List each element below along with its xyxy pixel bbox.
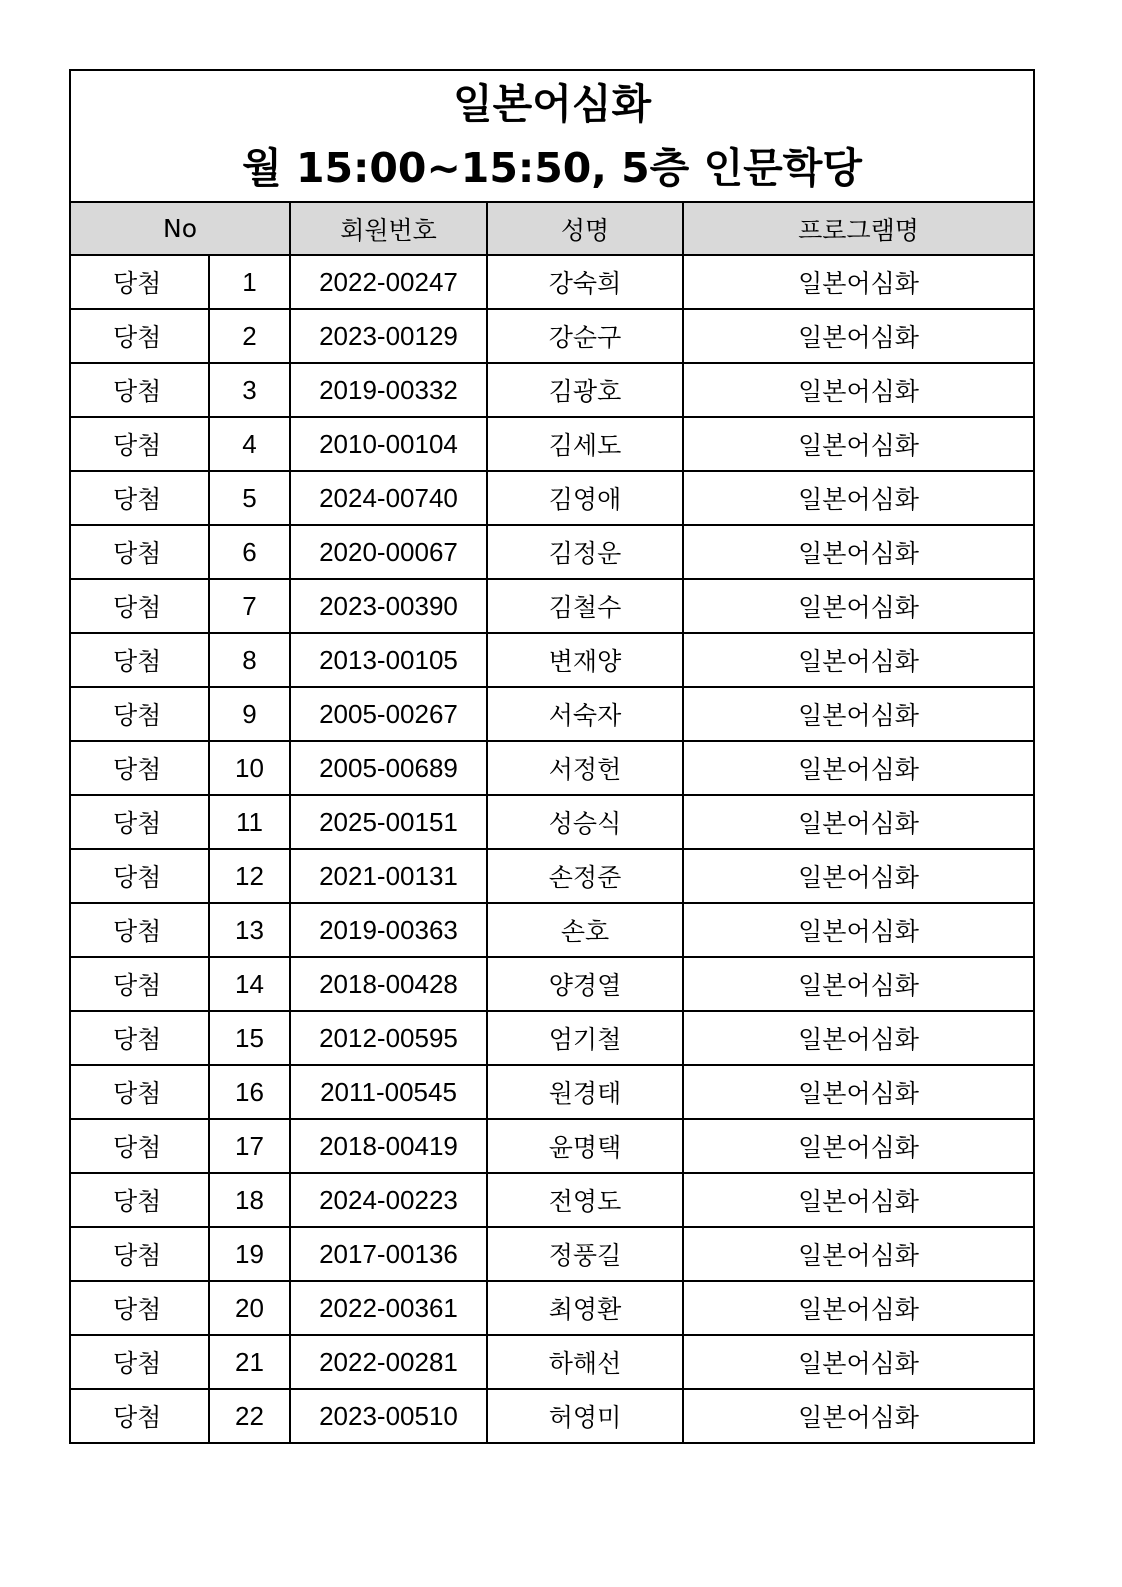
program-cell: 일본어심화	[683, 903, 1034, 957]
program-cell: 일본어심화	[683, 633, 1034, 687]
result-cell: 당첨	[70, 255, 209, 309]
table-row	[70, 363, 1034, 417]
table-row	[70, 687, 1034, 741]
program-cell: 일본어심화	[683, 471, 1034, 525]
name-cell: 김광호	[487, 363, 683, 417]
result-cell: 당첨	[70, 309, 209, 363]
table-row	[70, 633, 1034, 687]
no-cell: 14	[209, 957, 290, 1011]
program-cell: 일본어심화	[683, 1227, 1034, 1281]
member-id-cell: 2017-00136	[290, 1227, 487, 1281]
name-cell: 하해선	[487, 1335, 683, 1389]
lottery-result-table	[69, 69, 1035, 1444]
result-cell: 당첨	[70, 633, 209, 687]
program-cell: 일본어심화	[683, 1281, 1034, 1335]
name-cell: 김영애	[487, 471, 683, 525]
no-cell: 16	[209, 1065, 290, 1119]
table-row	[70, 525, 1034, 579]
program-cell: 일본어심화	[683, 363, 1034, 417]
member-id-cell: 2013-00105	[290, 633, 487, 687]
program-cell: 일본어심화	[683, 579, 1034, 633]
member-id-cell: 2019-00363	[290, 903, 487, 957]
program-cell: 일본어심화	[683, 525, 1034, 579]
table-row	[70, 903, 1034, 957]
program-title: 일본어심화	[453, 80, 652, 128]
result-cell: 당첨	[70, 1119, 209, 1173]
no-cell: 1	[209, 255, 290, 309]
table-row	[70, 741, 1034, 795]
no-cell: 3	[209, 363, 290, 417]
program-cell: 일본어심화	[683, 957, 1034, 1011]
program-cell: 일본어심화	[683, 1119, 1034, 1173]
table-row	[70, 1011, 1034, 1065]
program-cell: 일본어심화	[683, 687, 1034, 741]
no-cell: 22	[209, 1389, 290, 1443]
no-cell: 10	[209, 741, 290, 795]
program-cell: 일본어심화	[683, 309, 1034, 363]
name-cell: 정풍길	[487, 1227, 683, 1281]
table-row	[70, 849, 1034, 903]
table-row	[70, 417, 1034, 471]
member-id-cell: 2025-00151	[290, 795, 487, 849]
member-id-cell: 2022-00361	[290, 1281, 487, 1335]
result-cell: 당첨	[70, 525, 209, 579]
name-cell: 양경열	[487, 957, 683, 1011]
program-cell: 일본어심화	[683, 849, 1034, 903]
member-id-cell: 2022-00247	[290, 255, 487, 309]
column-header-no: No	[70, 202, 290, 255]
table-body	[70, 255, 1034, 1443]
result-cell: 당첨	[70, 1281, 209, 1335]
no-cell: 6	[209, 525, 290, 579]
member-id-cell: 2022-00281	[290, 1335, 487, 1389]
no-cell: 2	[209, 309, 290, 363]
result-cell: 당첨	[70, 795, 209, 849]
table-row	[70, 1281, 1034, 1335]
name-cell: 서정헌	[487, 741, 683, 795]
column-header-program: 프로그램명	[683, 202, 1034, 255]
table-row	[70, 471, 1034, 525]
member-id-cell: 2012-00595	[290, 1011, 487, 1065]
result-cell: 당첨	[70, 363, 209, 417]
title-cell	[70, 70, 1034, 202]
name-cell: 최영환	[487, 1281, 683, 1335]
no-cell: 12	[209, 849, 290, 903]
member-id-cell: 2005-00689	[290, 741, 487, 795]
table-row	[70, 1065, 1034, 1119]
table-row	[70, 1389, 1034, 1443]
result-cell: 당첨	[70, 1227, 209, 1281]
no-cell: 11	[209, 795, 290, 849]
program-cell: 일본어심화	[683, 255, 1034, 309]
result-cell: 당첨	[70, 903, 209, 957]
member-id-cell: 2021-00131	[290, 849, 487, 903]
table-row	[70, 957, 1034, 1011]
name-cell: 성승식	[487, 795, 683, 849]
name-cell: 엄기철	[487, 1011, 683, 1065]
no-cell: 9	[209, 687, 290, 741]
result-cell: 당첨	[70, 1335, 209, 1389]
no-cell: 4	[209, 417, 290, 471]
schedule-title: 월 15:00~15:50, 5층 인문학당	[242, 144, 862, 192]
title-row	[70, 70, 1034, 202]
table-row	[70, 579, 1034, 633]
result-cell: 당첨	[70, 1173, 209, 1227]
table-row	[70, 1335, 1034, 1389]
result-cell: 당첨	[70, 1011, 209, 1065]
no-cell: 19	[209, 1227, 290, 1281]
program-cell: 일본어심화	[683, 795, 1034, 849]
no-cell: 17	[209, 1119, 290, 1173]
result-cell: 당첨	[70, 417, 209, 471]
no-cell: 5	[209, 471, 290, 525]
no-cell: 18	[209, 1173, 290, 1227]
column-header-member-id: 회원번호	[290, 202, 487, 255]
member-id-cell: 2023-00510	[290, 1389, 487, 1443]
member-id-cell: 2023-00129	[290, 309, 487, 363]
program-cell: 일본어심화	[683, 1389, 1034, 1443]
name-cell: 원경태	[487, 1065, 683, 1119]
member-id-cell: 2023-00390	[290, 579, 487, 633]
no-cell: 15	[209, 1011, 290, 1065]
member-id-cell: 2010-00104	[290, 417, 487, 471]
column-header-name: 성명	[487, 202, 683, 255]
program-cell: 일본어심화	[683, 1065, 1034, 1119]
name-cell: 손정준	[487, 849, 683, 903]
no-cell: 8	[209, 633, 290, 687]
result-cell: 당첨	[70, 1389, 209, 1443]
table-row	[70, 795, 1034, 849]
no-cell: 21	[209, 1335, 290, 1389]
name-cell: 허영미	[487, 1389, 683, 1443]
member-id-cell: 2024-00223	[290, 1173, 487, 1227]
result-cell: 당첨	[70, 849, 209, 903]
member-id-cell: 2011-00545	[290, 1065, 487, 1119]
name-cell: 변재양	[487, 633, 683, 687]
member-id-cell: 2005-00267	[290, 687, 487, 741]
table-row	[70, 1173, 1034, 1227]
name-cell: 손호	[487, 903, 683, 957]
member-id-cell: 2019-00332	[290, 363, 487, 417]
program-cell: 일본어심화	[683, 741, 1034, 795]
table-row	[70, 309, 1034, 363]
no-cell: 7	[209, 579, 290, 633]
name-cell: 김철수	[487, 579, 683, 633]
table-row	[70, 1227, 1034, 1281]
program-cell: 일본어심화	[683, 1011, 1034, 1065]
result-cell: 당첨	[70, 957, 209, 1011]
program-cell: 일본어심화	[683, 1173, 1034, 1227]
column-header-row	[70, 202, 1034, 255]
result-cell: 당첨	[70, 687, 209, 741]
program-cell: 일본어심화	[683, 1335, 1034, 1389]
result-cell: 당첨	[70, 741, 209, 795]
member-id-cell: 2018-00419	[290, 1119, 487, 1173]
name-cell: 강숙희	[487, 255, 683, 309]
member-id-cell: 2018-00428	[290, 957, 487, 1011]
name-cell: 김세도	[487, 417, 683, 471]
name-cell: 서숙자	[487, 687, 683, 741]
name-cell: 윤명택	[487, 1119, 683, 1173]
table-row	[70, 255, 1034, 309]
result-cell: 당첨	[70, 579, 209, 633]
name-cell: 김정운	[487, 525, 683, 579]
result-cell: 당첨	[70, 1065, 209, 1119]
table-row	[70, 1119, 1034, 1173]
result-cell: 당첨	[70, 471, 209, 525]
name-cell: 전영도	[487, 1173, 683, 1227]
no-cell: 20	[209, 1281, 290, 1335]
member-id-cell: 2020-00067	[290, 525, 487, 579]
member-id-cell: 2024-00740	[290, 471, 487, 525]
name-cell: 강순구	[487, 309, 683, 363]
program-cell: 일본어심화	[683, 417, 1034, 471]
no-cell: 13	[209, 903, 290, 957]
